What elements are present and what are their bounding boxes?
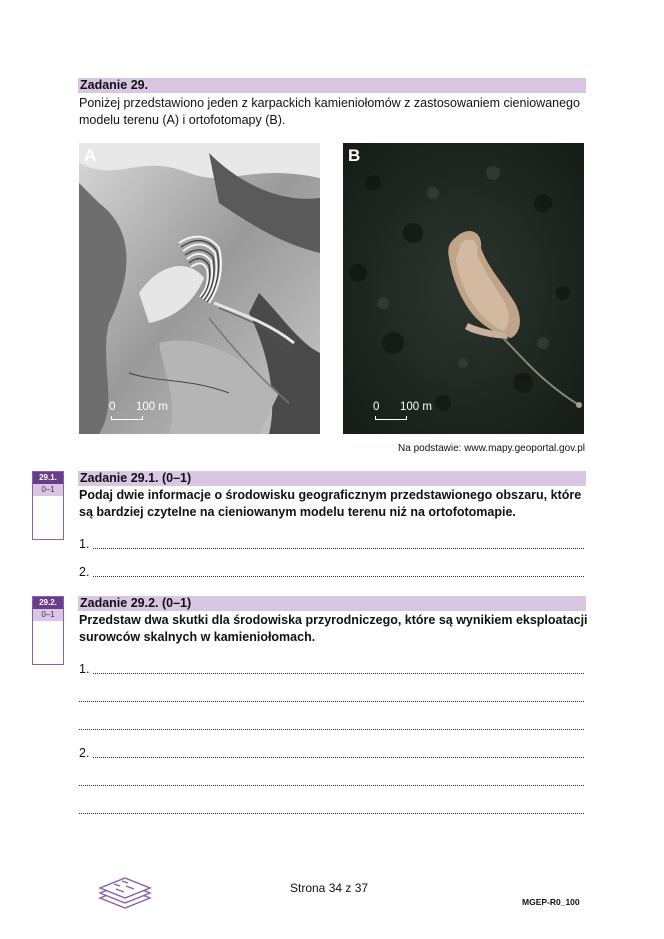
figure-b-scale-bar [375, 416, 407, 420]
subtask-2-answer-1-continuation[interactable] [79, 691, 584, 706]
source-note: Na podstawie: www.mapy.geoportal.gov.pl [398, 443, 585, 454]
score-box-29-1 [32, 471, 64, 540]
answer-line [79, 813, 584, 814]
shaded-relief-image [79, 143, 320, 434]
subtask-2-answer-2[interactable] [79, 747, 584, 762]
score-box-points: 0–1 [33, 484, 63, 496]
subtask-2-answer-2-continuation[interactable] [79, 775, 584, 790]
task-intro: Poniżej przedstawiono jeden z karpackich kamieniołomów z zastosowaniem cieniowanego modelu terenu (A) i ortofotomapy (B). [79, 96, 580, 127]
answer-line [93, 757, 584, 758]
figure-b-letter: B [348, 146, 361, 165]
score-box-id: 29.2. [33, 597, 63, 609]
subtask-2-answer-2-continuation[interactable] [79, 803, 584, 818]
answer-line [79, 785, 584, 786]
task-header: Zadanie 29. [78, 78, 586, 93]
exam-logo-icon [96, 872, 154, 914]
subtask-2-header: Zadanie 29.2. (0–1) [78, 596, 586, 611]
exam-code: MGEP-R0_100 [522, 897, 580, 907]
score-input-area[interactable] [33, 496, 63, 537]
answer-number: 1. [79, 662, 90, 676]
subtask-1-header: Zadanie 29.1. (0–1) [78, 471, 586, 486]
subtask-2-answer-1-continuation[interactable] [79, 719, 584, 734]
answer-line [93, 673, 584, 674]
figure-b-orthophoto [343, 143, 584, 434]
figure-a-scale-bar [111, 416, 143, 420]
figure-a-scale-label: 100 m [136, 401, 168, 413]
figure-a-letter: A [84, 146, 97, 165]
figure-a-shaded-relief [79, 143, 320, 434]
figure-a-scale-zero: 0 [109, 401, 116, 413]
answer-number: 2. [79, 746, 90, 760]
score-box-points: 0–1 [33, 609, 63, 621]
subtask-1-answer-2[interactable] [79, 566, 584, 581]
score-box-29-2 [32, 596, 64, 665]
answer-line [93, 548, 584, 549]
score-input-area[interactable] [33, 621, 63, 662]
answer-number: 2. [79, 565, 90, 579]
subtask-2-prompt: Przedstaw dwa skutki dla środowiska przyrodniczego, które są wynikiem eksploatacji surowców skalnych w kamieniołomach. [79, 613, 588, 644]
figure-b-scale-label: 100 m [400, 401, 432, 413]
answer-line [93, 576, 584, 577]
answer-line [79, 729, 584, 730]
subtask-1-answer-1[interactable] [79, 538, 584, 553]
figure-b-scale-zero: 0 [373, 401, 380, 413]
orthophoto-image [343, 143, 584, 434]
subtask-2-answer-1[interactable] [79, 663, 584, 678]
subtask-1-prompt: Podaj dwie informacje o środowisku geograficznym przedstawionego obszaru, które są bardziej czytelne na cieniowanym modelu terenu niż na ortofotomapie. [79, 488, 582, 519]
score-box-id: 29.1. [33, 472, 63, 484]
answer-number: 1. [79, 537, 90, 551]
answer-line [79, 701, 584, 702]
page-number: Strona 34 z 37 [290, 881, 369, 895]
